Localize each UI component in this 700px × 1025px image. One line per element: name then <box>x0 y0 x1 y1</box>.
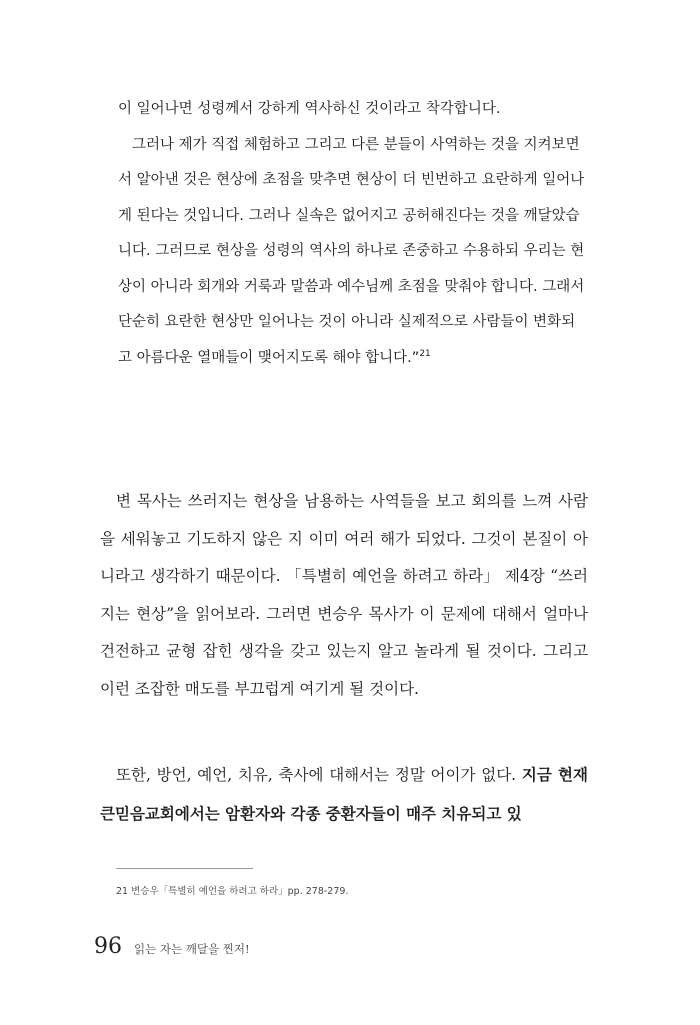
body-paragraph-1: 변 목사는 쓰러지는 현상을 남용하는 사역들을 보고 회의를 느껴 사람을 세워놓고 기도하지 않은 지 이미 여러 해가 되었다. 그것이 본질이 아니라고 생각하기 때문이다. 「특별히 예언을 하려고 하라」 제4장 “쓰러지는 현상”을 읽어보라. 그러면 변승우 목사가 이 문제에 대해서 얼마나 건전하고 균형 잡힌 생각을 갖고 있는지 알고 놀라게 될 것이다. 그리고 이런 조잡한 매도를 부끄럽게 여기게 될 것이다. <box>100 492 588 698</box>
footnote: 21 변승우「특별히 예언을 하려고 하라」pp. 278-279. <box>116 886 349 897</box>
page-footer <box>94 934 250 959</box>
footnote-reference: 21 <box>419 348 431 359</box>
body-paragraph-2-plain: 또한, 방언, 예언, 치유, 축사에 대해서는 정말 어이가 없다. <box>116 766 522 784</box>
block-quote <box>118 92 588 376</box>
body-paragraph-2-bold: 지금 현재 큰믿음교회에서는 암환자와 각종 중환자들이 매주 치유되고 있 <box>100 765 588 823</box>
quote-continuation-line: 이 일어나면 성령께서 강하게 역사하신 것이라고 착각합니다. <box>118 101 501 117</box>
running-title: 읽는 자는 깨달을 찐저! <box>134 942 250 956</box>
quote-paragraph <box>118 128 588 377</box>
footnote-divider <box>116 868 253 869</box>
body-paragraph-2 <box>100 756 588 833</box>
page-number: 96 <box>94 934 122 959</box>
quote-paragraph-text: 그러나 제가 직접 체험하고 그리고 다른 분들이 사역하는 것을 지켜보면서 알아낸 것은 현상에 초점을 맞추면 현상이 더 빈번하고 요란하게 일어나게 된다는 것입니다. 그러나 실속은 없어지고 공허해진다는 것을 깨달았습니다. 그러므로 현상을 성령의 역사의 하나로 존중하고 수용하되 우리는 현상이 아니라 회개와 거룩과 말씀과 예수님께 초점을 맞춰야 합니다. 그래서 단순히 요란한 현상만 일어나는 것이 아니라 실제적으로 사람들이 변화되고 아름다운 열매들이 맺어지도록 해야 합니다.” <box>118 136 585 366</box>
